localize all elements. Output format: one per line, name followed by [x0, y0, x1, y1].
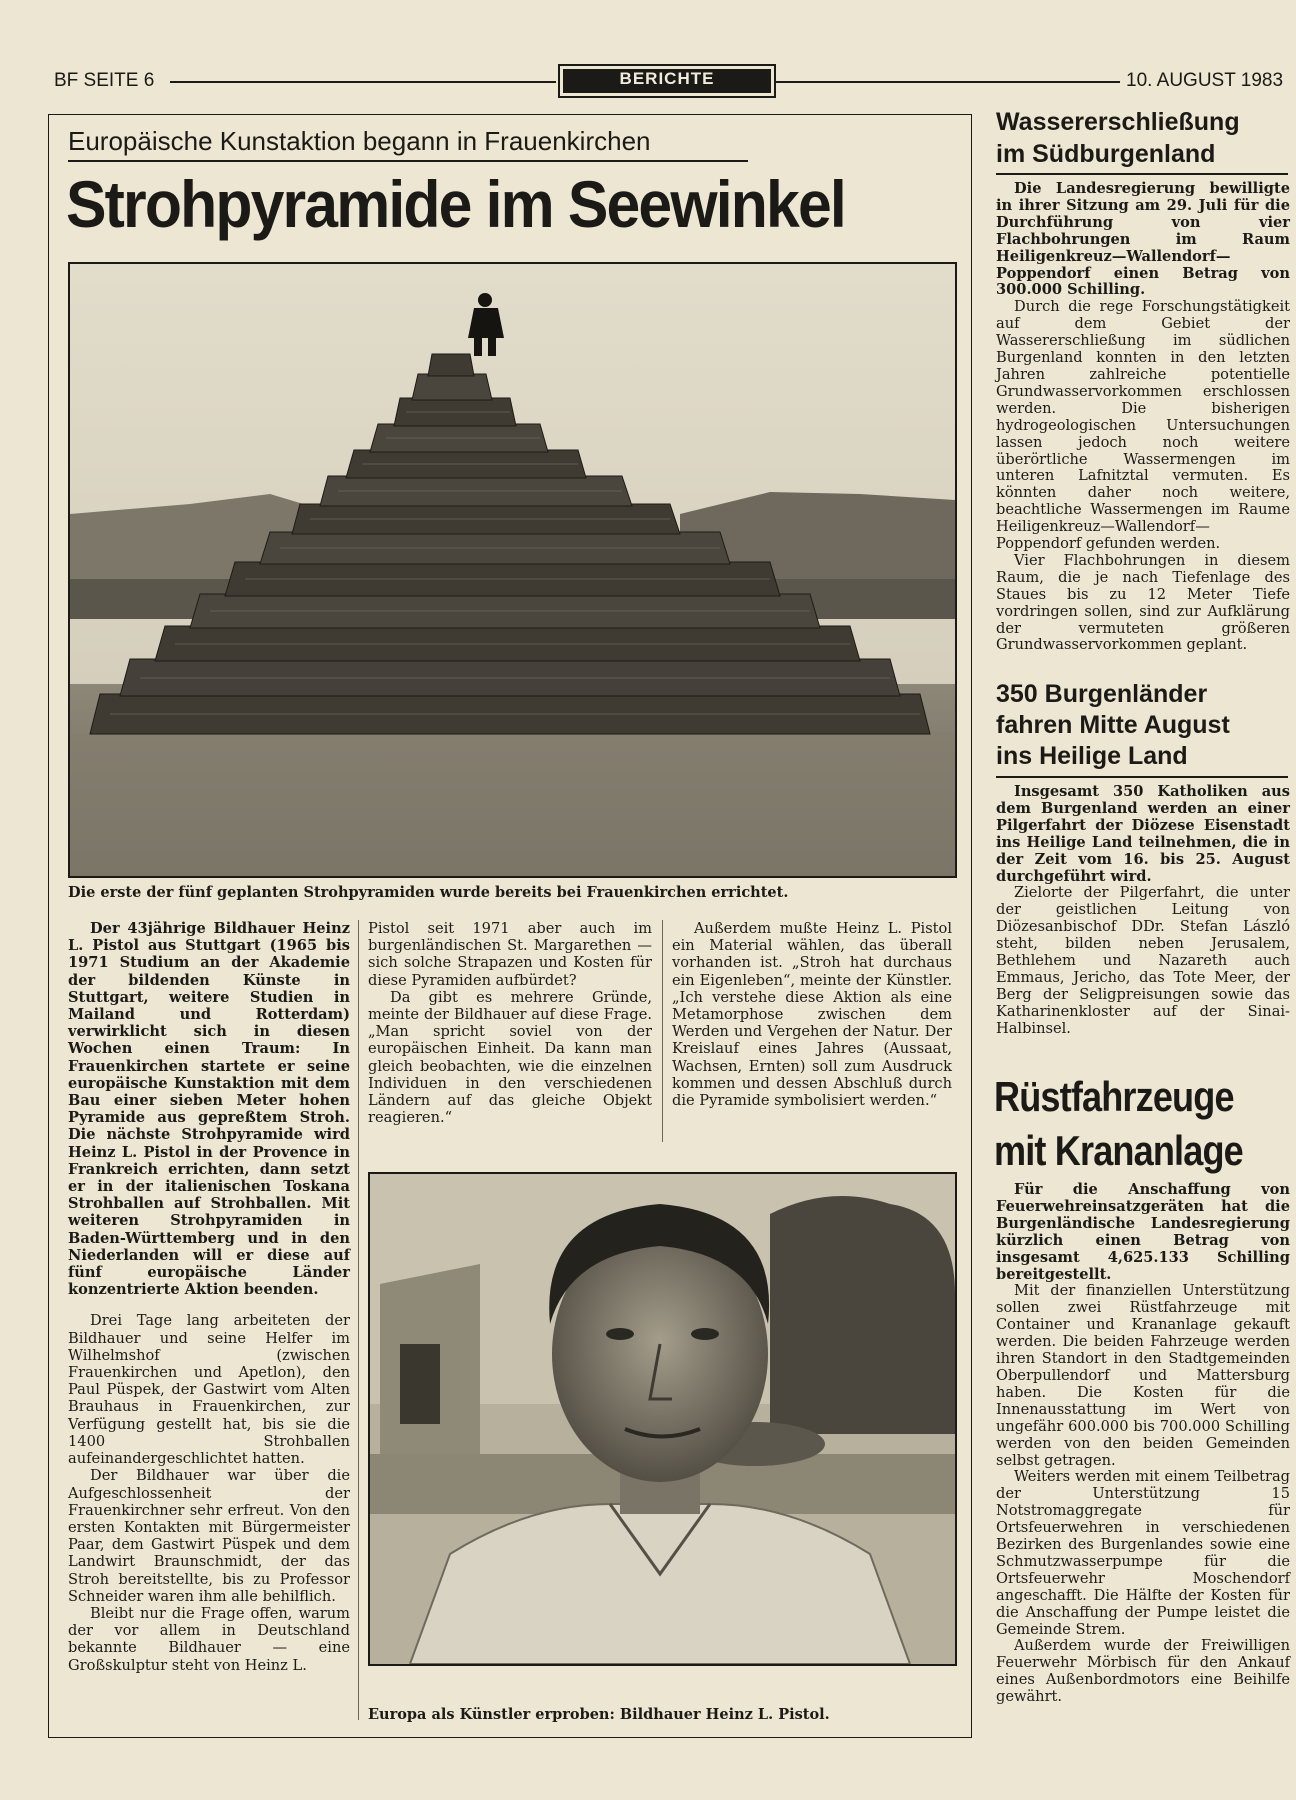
- sidebar-article1-title: im Südburgenland: [996, 140, 1216, 168]
- section-label: BERICHTE: [564, 70, 770, 88]
- main-column-2: [368, 920, 652, 1126]
- pyramid-photo-caption: Die erste der fünf geplanten Strohpyramiden wurde bereits bei Frauenkirchen errichtet.: [68, 884, 789, 901]
- sidebar-article3-para: Mit der finanziellen Unterstützung sollen zwei Rüstfahrzeuge mit Container und Krananlage gekauft werden. Die beiden Fahrzeuge werden ihren Standort in den Stadtgemeinden Oberpullendorf und Mattersburg haben. Die Kosten für die Innenausstattung im Wert von ungefähr 600.000 bis 700.000 Schilling werden von den beiden Gemeinden selbst getragen.: [996, 1282, 1290, 1469]
- article-headline: Strohpyramide im Seewinkel: [66, 167, 845, 241]
- main-col1-para: Der Bildhauer war über die Aufgeschlossenheit der Frauenkirchner sehr erfreut. Von den ersten Kontakten mit Bürgermeister Paar, dem Gastwirt Püspek und dem Landwirt Braunschmidt, der das Stroh bereitstellte, bis zu Professor Schneider waren ihm alle behilflich.: [68, 1467, 350, 1605]
- pyramid-image: [70, 264, 955, 876]
- sidebar-article1-title: Wassererschließung: [996, 108, 1240, 136]
- sidebar-article3-para: Außerdem wurde der Freiwilligen Feuerwehr Mörbisch für den Ankauf eines Außenbordmotors eine Beihilfe gewährt.: [996, 1637, 1290, 1706]
- main-col2-para: Da gibt es mehrere Gründe, meinte der Bildhauer auf diese Frage. „Man spricht soviel von der europäischen Einheit. Da kann man gleich beobachten, wie die einzelnen Individuen in den verschiedenen Ländern auf das gleiche Objekt reagieren.“: [368, 988, 652, 1127]
- pyramid-photo: [68, 262, 957, 878]
- header-rule-left: [170, 81, 556, 83]
- sidebar-article2-title: fahren Mitte August: [996, 711, 1230, 739]
- main-column-3: [672, 920, 952, 1109]
- sidebar-article2-title: ins Heilige Land: [996, 742, 1188, 770]
- sidebar-article1-text: [996, 181, 1290, 654]
- sidebar-article1-lead: Die Landesregierung bewilligte in ihrer Sitzung am 29. Juli für die Durchführung von vier Flachbohrungen im Raum Heiligenkreuz—Wallendorf—Poppendorf einen Betrag von 300.000 Schilling.: [996, 180, 1290, 299]
- main-col1-para: Bleibt nur die Frage offen, warum der vor allem in Deutschland bekannte Bildhauer — eine Großskulptur steht von Heinz L.: [68, 1604, 350, 1674]
- sidebar-article3-title: Rüstfahrzeuge: [994, 1073, 1234, 1120]
- main-column-1: [68, 920, 350, 1674]
- section-label-box: [558, 64, 776, 98]
- main-col2-para: Pistol seit 1971 aber auch im burgenländischen St. Margarethen — sich solche Strapazen und Kosten für diese Pyramiden aufbürdet?: [368, 920, 652, 989]
- kicker-underline: [68, 160, 748, 162]
- sidebar-article1-para: Durch die rege Forschungstätigkeit auf dem Gebiet der Wassererschließung im südlichen Burgenland konnten in den letzten Jahren zahlreiche potentielle Grundwasservorkommen erschlossen werden. Die bisherigen hydrogeologischen Untersuchungen lassen jedoch noch weitere überörtliche Wassermengen im unteren Lafnitztal vermuten. Es könnten daher noch weitere, beachtliche Wassermengen im Raume Heiligenkreuz—Wallendorf—Poppendorf gefunden werden.: [996, 298, 1290, 553]
- sidebar-article3-text: [996, 1182, 1290, 1706]
- header-rule-right: [774, 81, 1120, 83]
- sidebar-article2-rule: [996, 776, 1288, 778]
- sidebar-article2-para: Zielorte der Pilgerfahrt, die unter der geistlichen Leitung von Diözesanbischof DDr. Stefan László steht, bilden neben Jerusalem, Bethlehem und Nazareth auch Emmaus, Jericho, das Tote Meer, der Berg der Seligpreisungen sowie das Katharinenkloster auf der Sinai-Halbinsel.: [996, 884, 1290, 1037]
- sidebar-article1-para: Vier Flachbohrungen in diesem Raum, die je nach Tiefenlage des Staues bis zu 12 Meter Tiefe vordringen sollen, sind zur Aufklärung der vermuteten größeren Grundwasservorkommen geplant.: [996, 551, 1290, 654]
- column-divider: [358, 920, 359, 1720]
- sidebar-article2-lead: Insgesamt 350 Katholiken aus dem Burgenland werden an einer Pilgerfahrt der Diözese Eisenstadt ins Heilige Land teilnehmen, die in der Zeit vom 16. bis 25. August durchgeführt wird.: [996, 783, 1290, 885]
- portrait-photo-caption: Europa als Künstler erproben: Bildhauer Heinz L. Pistol.: [368, 1706, 830, 1723]
- main-col1-para: Drei Tage lang arbeiteten der Bildhauer und seine Helfer im Wilhelmshof (zwischen Frauenkirchen und Apetlon), den Paul Püspek, der Gastwirt vom Alten Brauhaus in Frauenkirchen, zur Verfügung gestellt hat, bis sie die 1400 Strohballen aufeinandergeschlichtet hatten.: [68, 1312, 350, 1468]
- sidebar-article3-title: mit Krananlage: [994, 1127, 1243, 1174]
- portrait-photo: [368, 1172, 957, 1666]
- main-col3-para: Außerdem mußte Heinz L. Pistol ein Material wählen, das überall vorhanden ist. „Stroh hat durchaus ein Eigenleben“, meinte der Künstler. „Ich verstehe diese Aktion als eine Metamorphose zwischen dem Werden und Vergehen der Natur. Der Kreislauf eines Jahres (Aussaat, Wachsen, Ernten) soll zum Ausdruck kommen und dessen Abschluß durch die Pyramide symbolisiert werden.“: [672, 920, 952, 1110]
- column-divider: [662, 920, 663, 1142]
- portrait-image: [370, 1174, 955, 1664]
- page-folio: BF SEITE 6: [54, 70, 155, 91]
- article-kicker: Europäische Kunstaktion begann in Frauenkirchen: [68, 126, 651, 156]
- main-col1-para: Der 43jährige Bildhauer Heinz L. Pistol aus Stuttgart (1965 bis 1971 Studium an der Akademie der bildenden Künste in Stuttgart, weitere Studien in Mailand und Rotterdam) verwirklicht sich in diesen Wochen einen Traum: In Frauenkirchen startete er seine europäische Kunstaktion mit dem Bau einer sieben Meter hohen Pyramide aus gepreßtem Stroh. Die nächste Strohpyramide wird Heinz L. Pistol in der Provence in Frankreich errichten, dann setzt er in der italienischen Toskana Strohballen auf Strohballen. Mit weiteren Strohpyramiden in Baden-Württemberg und in den Niederlanden will er diese auf fünf europäische Länder konzentrierte Aktion beenden.: [68, 920, 350, 1299]
- issue-date: 10. AUGUST 1983: [1126, 70, 1284, 91]
- sidebar-article1-rule: [996, 173, 1288, 175]
- sidebar-article3-para: Weiters werden mit einem Teilbetrag der Unterstützung 15 Notstromaggregate für Ortsfeuerwehren in verschiedenen Bezirken des Burgenlandes sowie eine Schmutzwasserpumpe für die Ortsfeuerwehr Moschendorf angeschafft. Die Hälfte der Kosten für die Anschaffung der Pumpe leistet die Gemeinde Strem.: [996, 1468, 1290, 1638]
- sidebar-article2-text: [996, 784, 1290, 1038]
- sidebar-article2-title: 350 Burgenländer: [996, 680, 1208, 708]
- sidebar-article3-lead: Für die Anschaffung von Feuerwehreinsatzgeräten hat die Burgenländische Landesregierung kürzlich einen Betrag von insgesamt 4,625.133 Schilling bereitgestellt.: [996, 1181, 1290, 1283]
